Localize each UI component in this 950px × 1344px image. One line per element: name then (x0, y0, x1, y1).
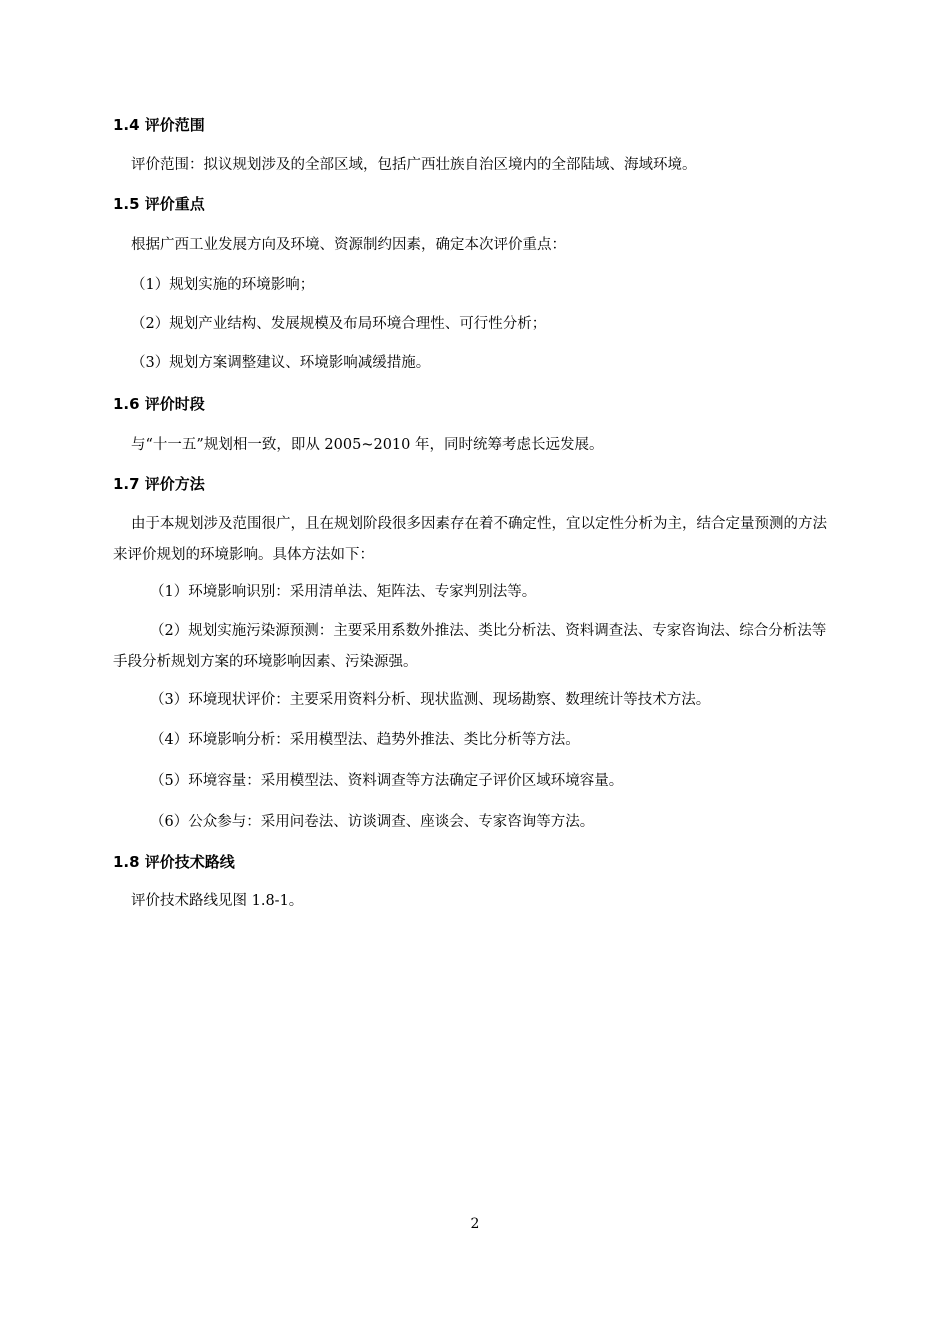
section-heading-1-7: 1.7 评价方法 (113, 475, 205, 493)
section-heading-1-5: 1.5 评价重点 (113, 195, 205, 213)
section-1-8-text: 评价技术路线见图 1.8-1。 (131, 893, 304, 909)
method-item: （2）规划实施污染源预测：主要采用系数外推法、类比分析法、资料调查法、专家咨询法、综合分析法等手段分析规划方案的环境影响因素、污染源强。 (113, 623, 827, 670)
section-heading-1-4: 1.4 评价范围 (113, 116, 205, 134)
section-1-7-intro: 由于本规划涉及范围很广，且在规划阶段很多因素存在着不确定性，宜以定性分析为主，结合定量预测的方法来评价规划的环境影响。具体方法如下： (113, 516, 827, 563)
section-1-5-item: （1）规划实施的环境影响； (131, 277, 315, 293)
method-item: （6）公众参与：采用问卷法、访谈调查、座谈会、专家咨询等方法。 (150, 814, 595, 830)
section-heading-1-6: 1.6 评价时段 (113, 395, 205, 413)
page-number: 2 (470, 1216, 480, 1232)
section-1-6-text: 与“十一五”规划相一致，即从 2005~2010 年，同时统筹考虑长远发展。 (131, 437, 604, 453)
section-1-4-text: 评价范围：拟议规划涉及的全部区域，包括广西壮族自治区境内的全部陆域、海域环境。 (131, 157, 697, 173)
section-1-5-intro: 根据广西工业发展方向及环境、资源制约因素，确定本次评价重点： (131, 237, 566, 253)
section-1-5-item: （2）规划产业结构、发展规模及布局环境合理性、可行性分析； (131, 316, 547, 332)
section-1-5-item: （3）规划方案调整建议、环境影响减缓措施。 (131, 355, 431, 371)
method-item: （1）环境影响识别：采用清单法、矩阵法、专家判别法等。 (150, 584, 537, 600)
method-item: （5）环境容量：采用模型法、资料调查等方法确定子评价区域环境容量。 (150, 773, 624, 789)
method-item: （4）环境影响分析：采用模型法、趋势外推法、类比分析等方法。 (150, 732, 580, 748)
method-item: （3）环境现状评价：主要采用资料分析、现状监测、现场勘察、数理统计等技术方法。 (150, 692, 711, 708)
section-heading-1-8: 1.8 评价技术路线 (113, 853, 235, 871)
